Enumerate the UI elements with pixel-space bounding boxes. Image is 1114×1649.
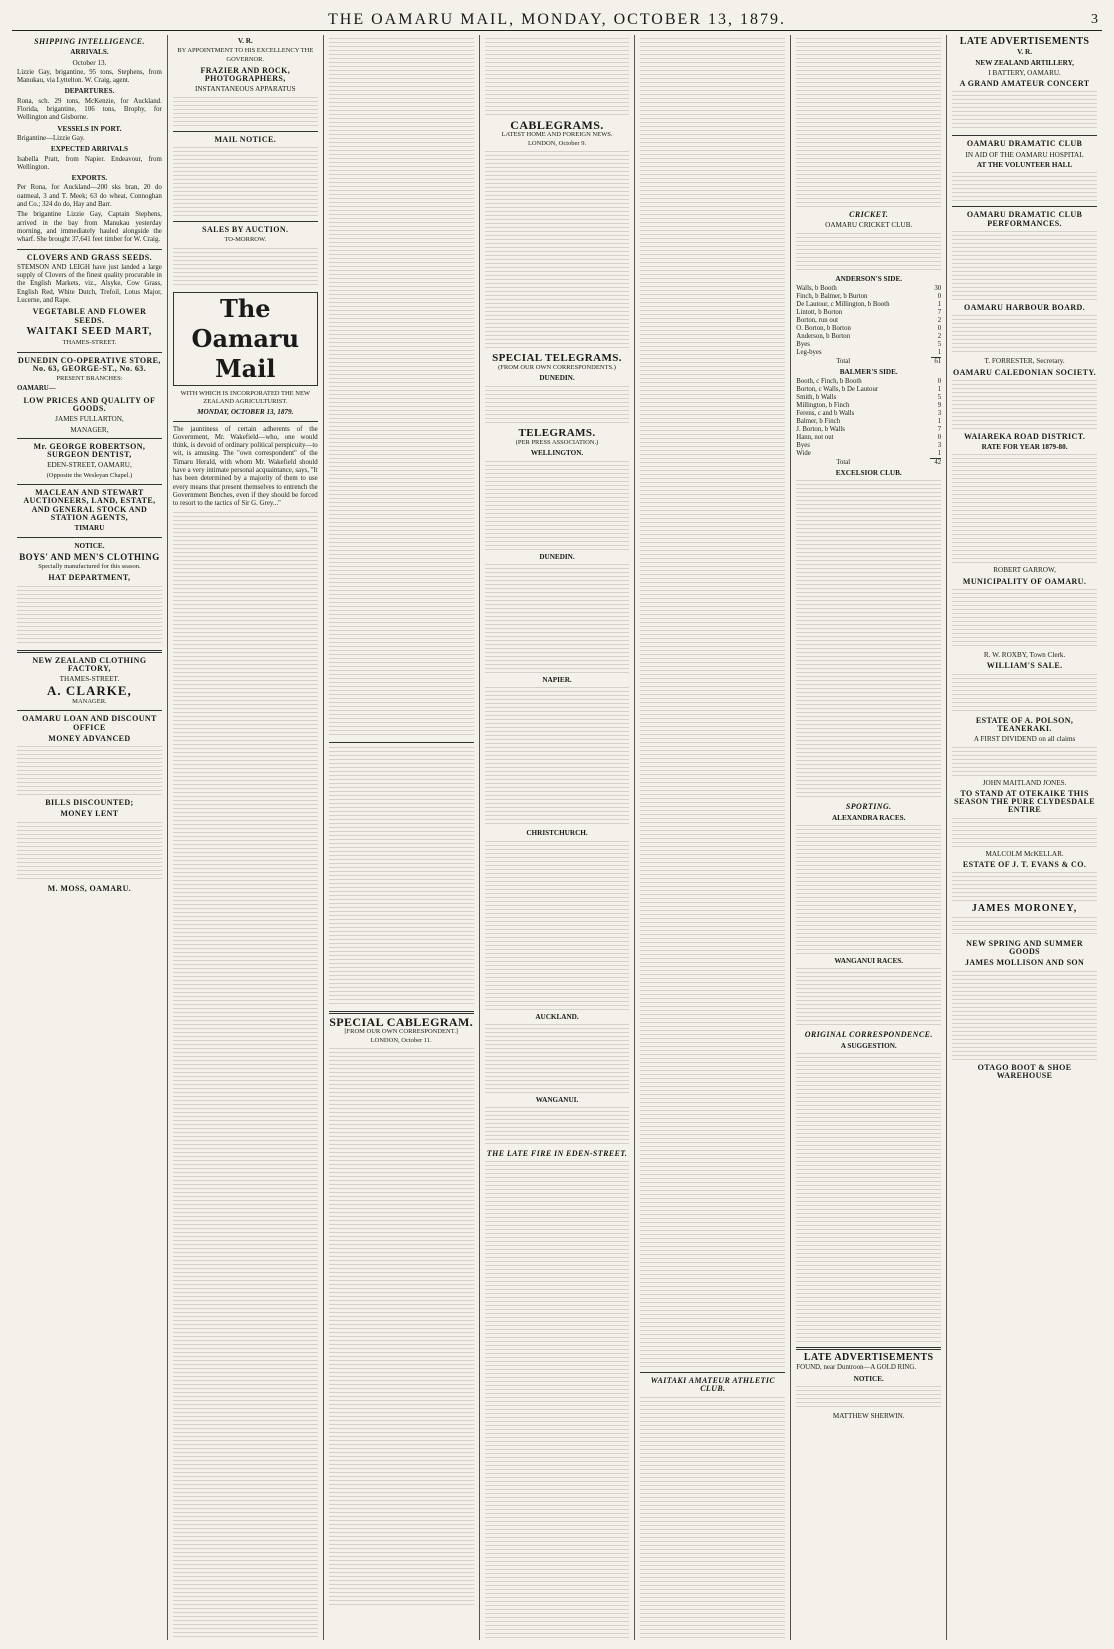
waitaki-club: WAITAKI AMATEUR ATHLETIC CLUB. xyxy=(650,1376,776,1394)
otago-boot: OTAGO BOOT & SHOE WAREHOUSE xyxy=(977,1062,1072,1080)
money-lent: MONEY LENT xyxy=(60,809,119,819)
runs: 0 xyxy=(937,324,942,332)
london-date: LONDON, October 9. xyxy=(527,139,587,147)
page-number: 3 xyxy=(1091,12,1100,27)
score-row xyxy=(796,386,941,394)
fullarton: JAMES FULLARTON, xyxy=(55,415,124,424)
runs: 7 xyxy=(937,426,942,434)
cricket-heading: CRICKET. xyxy=(849,210,889,219)
waitaki-seed-mart: WAITAKI SEED MART, xyxy=(26,325,153,337)
exports-text: Per Rona, for Auckland—200 sks bran, 20 do oatmeal, 3 and T. Meek; 63 do wheat, Connoghan and Co.; 324 do do, Hay and Barr. xyxy=(17,184,162,209)
runs: 9 xyxy=(937,402,942,410)
teaneraki: ESTATE OF A. POLSON, TEANERAKI. xyxy=(975,715,1074,733)
masthead-title: THE OAMARU MAIL, MONDAY, OCTOBER 13, 1879. xyxy=(328,11,786,28)
column-3 xyxy=(324,35,480,1640)
garrow: ROBERT GARROW, xyxy=(993,566,1056,575)
score-row xyxy=(796,378,941,386)
column-4 xyxy=(480,35,636,1640)
batsman: Hann, not out xyxy=(796,434,834,442)
dunedin-heading: DUNEDIN. xyxy=(539,374,575,383)
hospital: IN AID OF THE OAMARU HOSPITAL xyxy=(965,150,1084,159)
runs: 5 xyxy=(937,394,942,402)
late-ads-top: LATE ADVERTISEMENTS xyxy=(959,36,1090,47)
sporting-heading: SPORTING. xyxy=(845,802,892,812)
dunedin-store: DUNEDIN CO-OPERATIVE STORE, No. 63, GEORGE-ST., No. 63. xyxy=(18,355,161,373)
batsman: De Lautour, c Millington, b Booth xyxy=(796,300,890,308)
fire-heading: THE LATE FIRE IN EDEN-STREET. xyxy=(486,1149,628,1159)
batsman: Balmer, b Finch xyxy=(796,418,841,426)
waitaki-sub: THAMES-STREET. xyxy=(62,339,117,347)
anderson-side: ANDERSON'S SIDE. xyxy=(835,274,903,283)
moss: M. MOSS, OAMARU. xyxy=(47,883,132,893)
score-row xyxy=(796,402,941,410)
telegrams: TELEGRAMS. xyxy=(518,426,596,439)
batsman: Wide xyxy=(796,450,811,458)
arrivals-text: Lizzie Gay, brigantine, 95 tons, Stephens, from Manukau, via Lyttelton. W. Craig, agent. xyxy=(17,68,162,85)
dividend: A FIRST DIVIDEND on all claims xyxy=(973,735,1076,744)
batsman: Smith, b Walls xyxy=(796,394,837,402)
royal-appointment: BY APPOINTMENT TO HIS EXCELLENCY THE GOVERNOR. xyxy=(177,47,314,63)
forrester: T. FORRESTER, Secretary. xyxy=(984,357,1065,366)
balmer-scorecard xyxy=(796,378,941,467)
heading-shipping: SHIPPING INTELLIGENCE. xyxy=(34,37,145,46)
photographers: FRAZIER AND ROCK, PHOTOGRAPHERS, xyxy=(200,65,291,84)
batsman: O. Borton, b Borton xyxy=(796,324,851,332)
paper-flag: The Oamaru Mail xyxy=(173,292,318,386)
columns xyxy=(12,35,1102,1640)
batsman: Total xyxy=(836,458,851,466)
money-advanced: MONEY ADVANCED xyxy=(48,733,131,743)
score-total-row xyxy=(796,357,941,366)
special-telegrams: SPECIAL TELEGRAMS. xyxy=(492,351,622,364)
boys-sub: Specially manufactured for this season. xyxy=(38,563,141,571)
batsman: Ferens, c and b Walls xyxy=(796,410,855,418)
score-row xyxy=(796,333,941,341)
mollison: JAMES MOLLISON AND SON xyxy=(964,958,1085,968)
expected-text: Isabella Pratt, from Napier. Endeavour, from Wellington. xyxy=(17,155,162,171)
runs: 0 xyxy=(937,378,942,386)
score-row xyxy=(796,349,941,358)
score-row xyxy=(796,434,941,442)
batsman: Total xyxy=(836,357,851,365)
oamaru-cc: OAMARU CRICKET CLUB. xyxy=(825,221,913,230)
sales-date: TO-MORROW. xyxy=(224,236,267,244)
score-row xyxy=(796,442,941,450)
harbour-board: OAMARU HARBOUR BOARD. xyxy=(964,302,1086,312)
score-row xyxy=(796,309,941,317)
auckland-heading: AUCKLAND. xyxy=(535,1012,579,1021)
batsman: Walls, b Booth xyxy=(796,284,837,292)
batsman: Booth, c Finch, b Booth xyxy=(796,378,862,386)
special-telegrams-sub: (FROM OUR OWN CORRESPONDENTS.) xyxy=(498,364,616,372)
runs: 1 xyxy=(937,348,942,356)
runs: 2 xyxy=(937,316,942,324)
runs: 1 xyxy=(937,300,942,308)
branches: PRESENT BRANCHES: xyxy=(56,375,123,383)
score-total-row xyxy=(796,459,941,468)
runs: 0 xyxy=(937,292,942,300)
municipality: MUNICIPALITY OF OAMARU. xyxy=(962,576,1087,586)
roxby: R. W. ROXBY, Town Clerk. xyxy=(983,651,1066,660)
low-prices: LOW PRICES AND QUALITY OF GOODS. xyxy=(23,395,156,413)
late-ads-heading: LATE ADVERTISEMENTS xyxy=(803,1351,934,1363)
batsman: J. Borton, b Walls xyxy=(796,426,845,434)
column-5 xyxy=(635,35,791,1640)
clydesdale: TO STAND AT OTEKAIKE THIS SEASON THE PURE CLYDESDALE ENTIRE xyxy=(954,788,1096,815)
heading-vessels: VESSELS IN PORT. xyxy=(57,124,122,133)
dunedin-heading-2: DUNEDIN. xyxy=(539,552,575,561)
sales-auction: SALES BY AUCTION. xyxy=(202,225,289,235)
batsman: Byes xyxy=(796,340,810,348)
rate: RATE FOR YEAR 1879-80. xyxy=(981,443,1068,452)
runs: 1 xyxy=(937,450,942,458)
heading-arrivals: ARRIVALS. xyxy=(70,48,109,57)
balmer-side: BALMER'S SIDE. xyxy=(839,367,898,376)
runs: 3 xyxy=(937,442,942,450)
heading-vegetable: VEGETABLE AND FLOWER SEEDS. xyxy=(32,307,147,325)
score-row xyxy=(796,325,941,333)
oamaru-dramatic: OAMARU DRAMATIC CLUB xyxy=(966,139,1083,149)
alexandra-races: ALEXANDRA RACES. xyxy=(831,813,906,822)
oamaru-branch: OAMARU— xyxy=(17,385,56,393)
dentist: Mr. GEORGE ROBERTSON, SURGEON DENTIST, xyxy=(33,441,146,460)
score-row xyxy=(796,394,941,402)
score-row xyxy=(796,285,941,293)
column-1 xyxy=(12,35,168,1640)
runs: 1 xyxy=(937,418,942,426)
batsman: Byes xyxy=(796,442,810,450)
notice-heading: NOTICE. xyxy=(74,541,105,550)
runs: 2 xyxy=(937,332,942,340)
flag-sub: WITH WHICH IS INCORPORATED THE NEW ZEALAND AGRICULTURIST. xyxy=(180,389,311,405)
williams-sale: WILLIAM'S SALE. xyxy=(986,661,1063,671)
eden-street: EDEN-STREET, OAMARU, xyxy=(47,461,132,470)
heading-departures: DEPARTURES. xyxy=(64,87,115,96)
notice-heading-2: NOTICE. xyxy=(853,1374,884,1383)
shipping-note: The brigantine Lizzie Gay, Captain Stephens, arrived in the bay from Manukau yesterday morning, and immediately hauled alongside the wharf. She brought 37,641 feet timber for W. Craig. xyxy=(17,211,162,244)
batsman: Leg-byes xyxy=(796,349,822,357)
wanganui-races: WANGANUI RACES. xyxy=(834,957,904,966)
eden-sub: (Opposite the Wesleyan Chapel.) xyxy=(46,471,133,479)
masthead xyxy=(12,10,1102,31)
runs: 30 xyxy=(934,284,942,292)
mail-notice: MAIL NOTICE. xyxy=(214,134,277,144)
latest-news: LATEST HOME AND FOREIGN NEWS. xyxy=(501,131,613,139)
score-row xyxy=(796,410,941,418)
runs: 7 xyxy=(937,308,942,316)
column-2 xyxy=(168,35,324,1640)
score-row xyxy=(796,317,941,325)
timaru: TIMARU xyxy=(74,524,105,533)
runs: 42 xyxy=(930,459,941,468)
vr-mark-2: V. R. xyxy=(1017,48,1032,57)
spring-goods: NEW SPRING AND SUMMER GOODS xyxy=(966,938,1084,956)
loan-office: OAMARU LOAN AND DISCOUNT OFFICE xyxy=(22,714,157,732)
column-6 xyxy=(791,35,947,1640)
excelsior-club: EXCELSIOR CLUB. xyxy=(835,469,902,478)
original-correspondence: ORIGINAL CORRESPONDENCE. xyxy=(804,1030,933,1040)
special-cablegram: SPECIAL CABLEGRAM. xyxy=(329,1015,474,1029)
clarke-role: MANAGER. xyxy=(72,697,107,705)
batsman: Borton, run out xyxy=(796,316,839,324)
maitland-jones: JOHN MAITLAND JONES. xyxy=(982,778,1067,787)
runs: 3 xyxy=(937,410,942,418)
clarke: A. CLARKE, xyxy=(47,682,132,698)
batsman: Borton, c Walls, b De Lautour xyxy=(796,386,879,394)
christchurch-heading: CHRISTCHURCH. xyxy=(526,829,588,838)
batsman: Anderson, b Borton xyxy=(796,332,851,340)
hat-department: HAT DEPARTMENT, xyxy=(48,573,131,583)
wanganui-heading: WANGANUI. xyxy=(535,1095,579,1104)
caledonian: OAMARU CALEDONIAN SOCIETY. xyxy=(952,367,1097,377)
heading-expected: EXPECTED ARRIVALS xyxy=(50,145,128,154)
moroney: JAMES MORONEY, xyxy=(971,903,1078,915)
wellington-heading: WELLINGTON. xyxy=(530,449,584,458)
leader-article: The jauntiness of certain adherents of the Government, Mr. Wakefield—who, one would think, is devoid of ordinary political perspicuity—to wit, is amusing. The "own correspondent" of the Timaru Herald, with whom Mr. Wakefield should have a very intimate personal acquaintance, says, "It has been determined by a majority of them to use every means that present themselves to entrench the Government Benches, even if they should be forced to resort to the tactics of Sir G. Grey..." xyxy=(172,425,318,508)
london-date-2: LONDON, October 11. xyxy=(370,1036,432,1044)
nz-artillery: NEW ZEALAND ARTILLERY, xyxy=(975,58,1074,67)
column-7 xyxy=(947,35,1102,1640)
boys-clothing: BOYS' AND MEN'S CLOTHING xyxy=(19,551,160,562)
batsman: Finch, b Balmer, b Burton xyxy=(796,292,868,300)
batsman: Millington, b Finch xyxy=(796,402,850,410)
found-ad: FOUND, near Duntroon—A GOLD RING. xyxy=(796,1364,917,1372)
grand-concert: A GRAND AMATEUR CONCERT xyxy=(959,79,1090,89)
score-row xyxy=(796,450,941,459)
sherwin: MATTHEW SHERWIN. xyxy=(832,1411,905,1420)
thames-street: THAMES-STREET. xyxy=(59,675,120,684)
special-cable-sub: [FROM OUR OWN CORRESPONDENT.] xyxy=(344,1028,458,1036)
nz-clothing-factory: NEW ZEALAND CLOTHING FACTORY, xyxy=(32,655,147,674)
anderson-scorecard xyxy=(796,285,941,366)
fullarton-role: MANAGER, xyxy=(70,425,109,434)
heading-clovers: CLOVERS AND GRASS SEEDS. xyxy=(26,252,153,262)
instantaneous: INSTANTANEOUS APPARATUS xyxy=(194,85,296,94)
vessels-text: Brigantine—Lizzie Gay. xyxy=(17,134,85,142)
score-row xyxy=(796,418,941,426)
runs: 0 xyxy=(937,434,942,442)
score-row xyxy=(796,341,941,349)
napier-heading: NAPIER. xyxy=(542,675,572,684)
volunteer-hall: AT THE VOLUNTEER HALL xyxy=(976,161,1073,170)
runs: 1 xyxy=(937,386,942,394)
bills-discounted: BILLS DISCOUNTED; xyxy=(45,798,134,808)
press-association: (PER PRESS ASSOCIATION.) xyxy=(515,439,599,447)
runs: 61 xyxy=(931,357,941,366)
score-row xyxy=(796,301,941,309)
score-row xyxy=(796,293,941,301)
maclean-stewart: MACLEAN AND STEWART AUCTIONEERS, LAND, ESTATE, AND GENERAL STOCK AND STATION AGENTS, xyxy=(23,488,156,522)
batsman: Lintott, b Borton xyxy=(796,308,843,316)
score-row xyxy=(796,426,941,434)
mckellar: MALCOLM McKELLAR. xyxy=(985,849,1064,858)
dramatic-performances: OAMARU DRAMATIC CLUB PERFORMANCES. xyxy=(966,210,1083,228)
battery: I BATTERY, OAMARU. xyxy=(988,68,1061,77)
arrivals-date: October 13. xyxy=(72,58,107,67)
waiareka: WAIAREKA ROAD DISTRICT. xyxy=(963,431,1086,441)
evans-estate: ESTATE OF J. T. EVANS & CO. xyxy=(962,860,1087,870)
date-line: MONDAY, OCTOBER 13, 1879. xyxy=(197,408,294,417)
vr-mark: V. R. xyxy=(237,37,253,45)
departures-text: Rona, sch. 29 tons, McKenzie, for Auckland. Florida, brigantine, 106 tons, Brophy, for Wellington and Gisborne. xyxy=(17,97,162,122)
runs: 5 xyxy=(937,340,942,348)
cablegrams: CABLEGRAMS. xyxy=(510,118,604,132)
suggestion: A SUGGESTION. xyxy=(840,1041,897,1050)
clovers-text: STEMSON AND LEIGH have just landed a large supply of Clovers of the finest quality procurable in the English Markets, viz., Alsyke, Cow Grass, English Red, White Dutch, Trefoil, Lotus Major, Lucerne, and Rape. xyxy=(17,263,162,305)
heading-exports: EXPORTS. xyxy=(71,174,108,183)
